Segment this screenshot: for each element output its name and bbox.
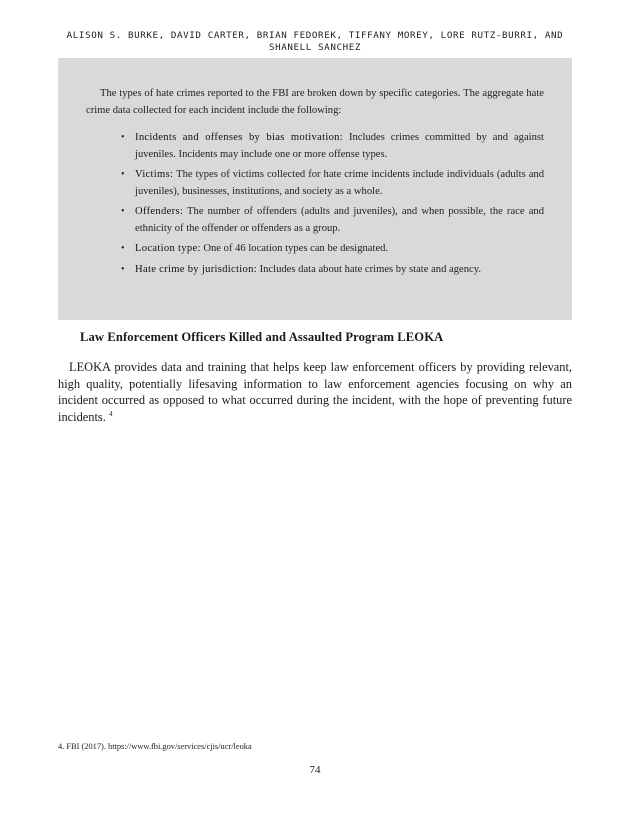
section-heading: Law Enforcement Officers Killed and Assaulted Program LEOKA [80,330,444,344]
callout-box [58,58,572,320]
callout-list [86,130,544,278]
list-item-term: Offenders: [135,206,184,217]
bullet-icon: • [121,169,125,180]
list-item-term: Location type: [135,243,201,254]
footnote: 4. FBI (2017). https://www.fbi.gov/services/cjis/ucr/leoka [58,742,252,751]
list-item [86,204,544,237]
list-item-term: Incidents and offenses by bias motivation: [135,132,344,143]
footnote-ref[interactable]: 4 [108,409,113,418]
list-item-desc: One of 46 location types can be designated. [203,243,389,254]
list-item-term: Hate crime by jurisdiction: [135,263,257,275]
bullet-icon: • [121,206,125,217]
list-item-desc: The types of victims collected for hate crime incidents include individuals (adults and juveniles), businesses, institutions, and society as a whole. [135,169,544,197]
list-item [86,262,544,279]
bullet-icon: • [121,132,125,143]
body-paragraph-text: LEOKA provides data and training that helps keep law enforcement officers by providing relevant, high quality, potentially lifesaving information to law enforcement agencies focusing on why an incident occurred as opposed to what occurred during the incident, with the hope of preventing future incidents. [58,360,572,424]
body-paragraph [58,359,572,425]
list-item [86,241,544,258]
bullet-icon: • [121,243,125,254]
list-item-desc: Includes crimes committed by and against juveniles. Incidents may include one or more offense types. [135,132,544,160]
bullet-icon: • [121,263,125,275]
list-item [86,167,544,200]
list-item-desc: Includes data about hate crimes by state and agency. [259,263,482,275]
list-item-desc: The number of offenders (adults and juveniles), and when possible, the race and ethnicity of the offender or offenders as a group. [135,206,544,234]
list-item-term: Victims: [135,169,174,180]
callout-intro: The types of hate crimes reported to the FBI are broken down by specific categories. The aggregate hate crime data collected for each incident include the following: [86,88,544,116]
page-number: 74 [309,764,321,776]
running-head: ALISON S. BURKE, DAVID CARTER, BRIAN FEDOREK, TIFFANY MOREY, LORE RUTZ-BURRI, AND SHANELL SANCHEZ [66,30,564,53]
list-item [86,130,544,163]
